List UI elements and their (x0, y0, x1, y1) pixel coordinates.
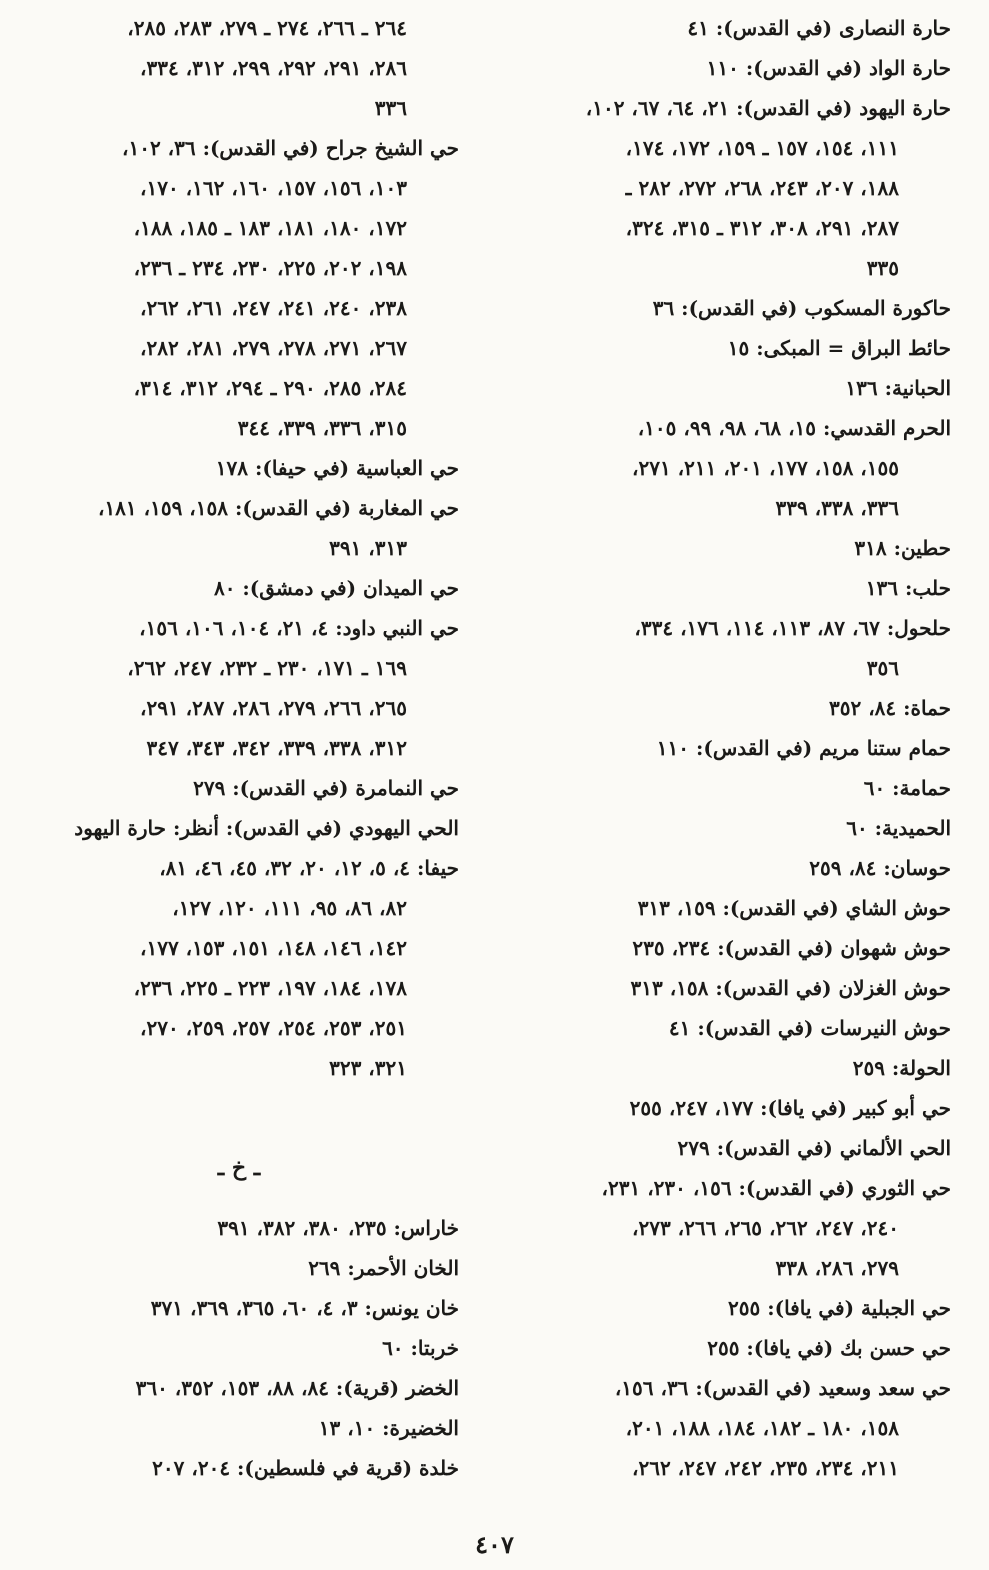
index-entry: حلحول: ٦٧، ٨٧، ١١٣، ١١٤، ١٧٦، ٣٣٤، (634, 616, 951, 640)
index-entry: خربتا: ٦٠ (382, 1336, 459, 1360)
index-entry: حاكورة المسكوب (في القدس): ٣٦ (652, 296, 951, 320)
index-entry-continuation: ٢٨٧، ٢٩١، ٣٠٨، ٣١٢ ـ ٣١٥، ٣٢٤، (625, 216, 899, 240)
index-entry: الحرم القدسي: ١٥، ٦٨، ٩٨، ٩٩، ١٠٥، (637, 416, 951, 440)
index-column-left (19, 8, 459, 1488)
index-entry: حوش النيرسات (في القدس): ٤١ (668, 1016, 951, 1040)
index-entry-continuation: ١٥٨، ١٨٠ ـ ١٨٢، ١٨٤، ١٨٨، ٢٠١، (625, 1416, 899, 1440)
index-entry-continuation: ٢٤٠، ٢٤٧، ٢٦٢، ٢٦٥، ٢٦٦، ٢٧٣، (632, 1216, 899, 1240)
index-entry-continuation: ٢٨٤، ٢٨٥، ٢٩٠ ـ ٢٩٤، ٣١٢، ٣١٤، (133, 376, 407, 400)
index-entry-continuation: ١٠٣، ١٥٦، ١٥٧، ١٦٠، ١٦٢، ١٧٠، (140, 176, 407, 200)
index-entry: خان يونس: ٣، ٤، ٦٠، ٣٦٥، ٣٦٩، ٣٧١ (150, 1296, 459, 1320)
index-entry-continuation: ٢٦٧، ٢٧١، ٢٧٨، ٢٧٩، ٢٨١، ٢٨٢، (140, 336, 407, 360)
index-entry-continuation: ١٥٥، ١٥٨، ١٧٧، ٢٠١، ٢١١، ٢٧١، (632, 456, 899, 480)
index-entry: حي سعد وسعيد (في القدس): ٣٦، ١٥٦، (614, 1376, 951, 1400)
index-entry: حي النمامرة (في القدس): ٢٧٩ (193, 776, 459, 800)
index-entry: حارة النصارى (في القدس): ٤١ (687, 16, 951, 40)
index-entry-continuation: ٣٣٦، ٣٣٨، ٣٣٩ (775, 496, 899, 520)
index-entry: حائط البراق = المبكى: ١٥ (727, 336, 951, 360)
index-entries-ha (19, 8, 459, 1088)
index-entry: خلدة (قرية في فلسطين): ٢٠٤، ٢٠٧ (152, 1456, 459, 1480)
index-entries-kha (19, 1208, 459, 1488)
index-entry-continuation: ١١١، ١٥٤، ١٥٧ ـ ١٥٩، ١٧٢، ١٧٤، (625, 136, 899, 160)
index-entry: حيفا: ٤، ٥، ١٢، ٢٠، ٣٢، ٤٥، ٤٦، ٨١، (159, 856, 459, 880)
index-entry-continuation: ٣٣٦ (374, 96, 407, 120)
index-entry: حطين: ٣١٨ (854, 536, 951, 560)
index-entry-continuation: ١٨٨، ٢٠٧، ٢٤٣، ٢٦٨، ٢٧٢، ٢٨٢ ـ (625, 176, 899, 200)
index-entry: حي النبي داود: ٤، ٢١، ١٠٤، ١٠٦، ١٥٦، (139, 616, 459, 640)
column-spacer (19, 1088, 459, 1128)
index-entry: حمام ستنا مريم (في القدس): ١١٠ (656, 736, 951, 760)
index-entry-continuation: ٢٥١، ٢٥٣، ٢٥٤، ٢٥٧، ٢٥٩، ٢٧٠، (140, 1016, 407, 1040)
index-entry-continuation: ٣١٥، ٣٣٦، ٣٣٩، ٣٤٤ (237, 416, 407, 440)
index-entry-continuation: ٢٦٤ ـ ٢٦٦، ٢٧٤ ـ ٢٧٩، ٢٨٣، ٢٨٥، (127, 16, 407, 40)
index-entry: حوش الشاي (في القدس): ١٥٩، ٣١٣ (637, 896, 951, 920)
index-entry-continuation: ٢٧٩، ٢٨٦، ٣٣٨ (775, 1256, 899, 1280)
index-entry: حي أبو كبير (في يافا): ١٧٧، ٢٤٧، ٢٥٥ (629, 1096, 951, 1120)
index-entry: حارة اليهود (في القدس): ٢١، ٦٤، ٦٧، ١٠٢، (585, 96, 951, 120)
index-entry: حي حسن بك (في يافا): ٢٥٥ (707, 1336, 951, 1360)
index-entry: حمامة: ٦٠ (863, 776, 951, 800)
index-entry: الحولة: ٢٥٩ (852, 1056, 951, 1080)
page-number: ٤٠٧ (475, 1530, 514, 1559)
index-entry: الخان الأحمر: ٢٦٩ (308, 1256, 459, 1280)
index-entry: حي الشيخ جراح (في القدس): ٣٦، ١٠٢، (122, 136, 459, 160)
index-entry-continuation: ١٧٢، ١٨٠، ١٨١، ١٨٣ ـ ١٨٥، ١٨٨، (133, 216, 407, 240)
index-entry: الخضر (قرية): ٨٤، ٨٨، ١٥٣، ٣٥٢، ٣٦٠ (135, 1376, 459, 1400)
index-entry-continuation: ٢٦٥، ٢٦٦، ٢٧٩، ٢٨٦، ٢٨٧، ٢٩١، (140, 696, 407, 720)
index-entry: خاراس: ٢٣٥، ٣٨٠، ٣٨٢، ٣٩١ (217, 1216, 459, 1240)
index-entry: حي الجبلية (في يافا): ٢٥٥ (728, 1296, 951, 1320)
index-column-right (519, 8, 951, 1488)
index-entry: حوسان: ٨٤، ٢٥٩ (809, 856, 951, 880)
index-entry: الحميدية: ٦٠ (846, 816, 951, 840)
index-entry-continuation: ٣١٣، ٣٩١ (329, 536, 407, 560)
index-entry: الحي الألماني (في القدس): ٢٧٩ (677, 1136, 951, 1160)
index-entry: حوش الغزلان (في القدس): ١٥٨، ٣١٣ (630, 976, 951, 1000)
index-entry: حي الميدان (في دمشق): ٨٠ (213, 576, 459, 600)
index-entry-continuation: ١٤٢، ١٤٦، ١٤٨، ١٥١، ١٥٣، ١٧٧، (140, 936, 407, 960)
index-entry-continuation: ٢١١، ٢٣٤، ٢٣٥، ٢٤٢، ٢٤٧، ٢٦٢، (632, 1456, 899, 1480)
index-entry: حي المغاربة (في القدس): ١٥٨، ١٥٩، ١٨١، (97, 496, 459, 520)
index-entry: حي العباسية (في حيفا): ١٧٨ (215, 456, 459, 480)
index-entry-continuation: ٢٣٨، ٢٤٠، ٢٤١، ٢٤٧، ٢٦١، ٢٦٢، (140, 296, 407, 320)
index-entry: حي الثوري (في القدس): ١٥٦، ٢٣٠، ٢٣١، (601, 1176, 951, 1200)
index-entry-continuation: ٣٥٦ (866, 656, 899, 680)
index-entry: الخضيرة: ١٠، ١٣ (318, 1416, 459, 1440)
index-entry-continuation: ٣١٢، ٣٣٨، ٣٣٩، ٣٤٢، ٣٤٣، ٣٤٧ (146, 736, 407, 760)
index-entry-continuation: ٣٢١، ٣٢٣ (329, 1056, 407, 1080)
section-heading-kha: ـ خ ـ (217, 1155, 261, 1181)
index-entry: الحبانية: ١٣٦ (845, 376, 951, 400)
index-entry-continuation: ٨٢، ٨٦، ٩٥، ١١١، ١٢٠، ١٢٧، (172, 896, 407, 920)
index-entry-continuation: ٣٣٥ (866, 256, 899, 280)
index-entry-continuation: ٢٨٦، ٢٩١، ٢٩٢، ٢٩٩، ٣١٢، ٣٣٤، (140, 56, 407, 80)
index-entry-continuation: ١٦٩ ـ ١٧١، ٢٣٠ ـ ٢٣٢، ٢٤٧، ٢٦٢، (127, 656, 407, 680)
index-entry: حوش شهوان (في القدس): ٢٣٤، ٢٣٥ (632, 936, 951, 960)
index-entry-continuation: ١٧٨، ١٨٤، ١٩٧، ٢٢٣ ـ ٢٢٥، ٢٣٦، (133, 976, 407, 1000)
index-entry: الحي اليهودي (في القدس): أنظر: حارة اليهود (74, 816, 459, 840)
index-entry: حارة الواد (في القدس): ١١٠ (706, 56, 951, 80)
index-entry: حماة: ٨٤، ٣٥٢ (829, 696, 951, 720)
index-entry: حلب: ١٣٦ (865, 576, 951, 600)
index-entry-continuation: ١٩٨، ٢٠٢، ٢٢٥، ٢٣٠، ٢٣٤ ـ ٢٣٦، (133, 256, 407, 280)
